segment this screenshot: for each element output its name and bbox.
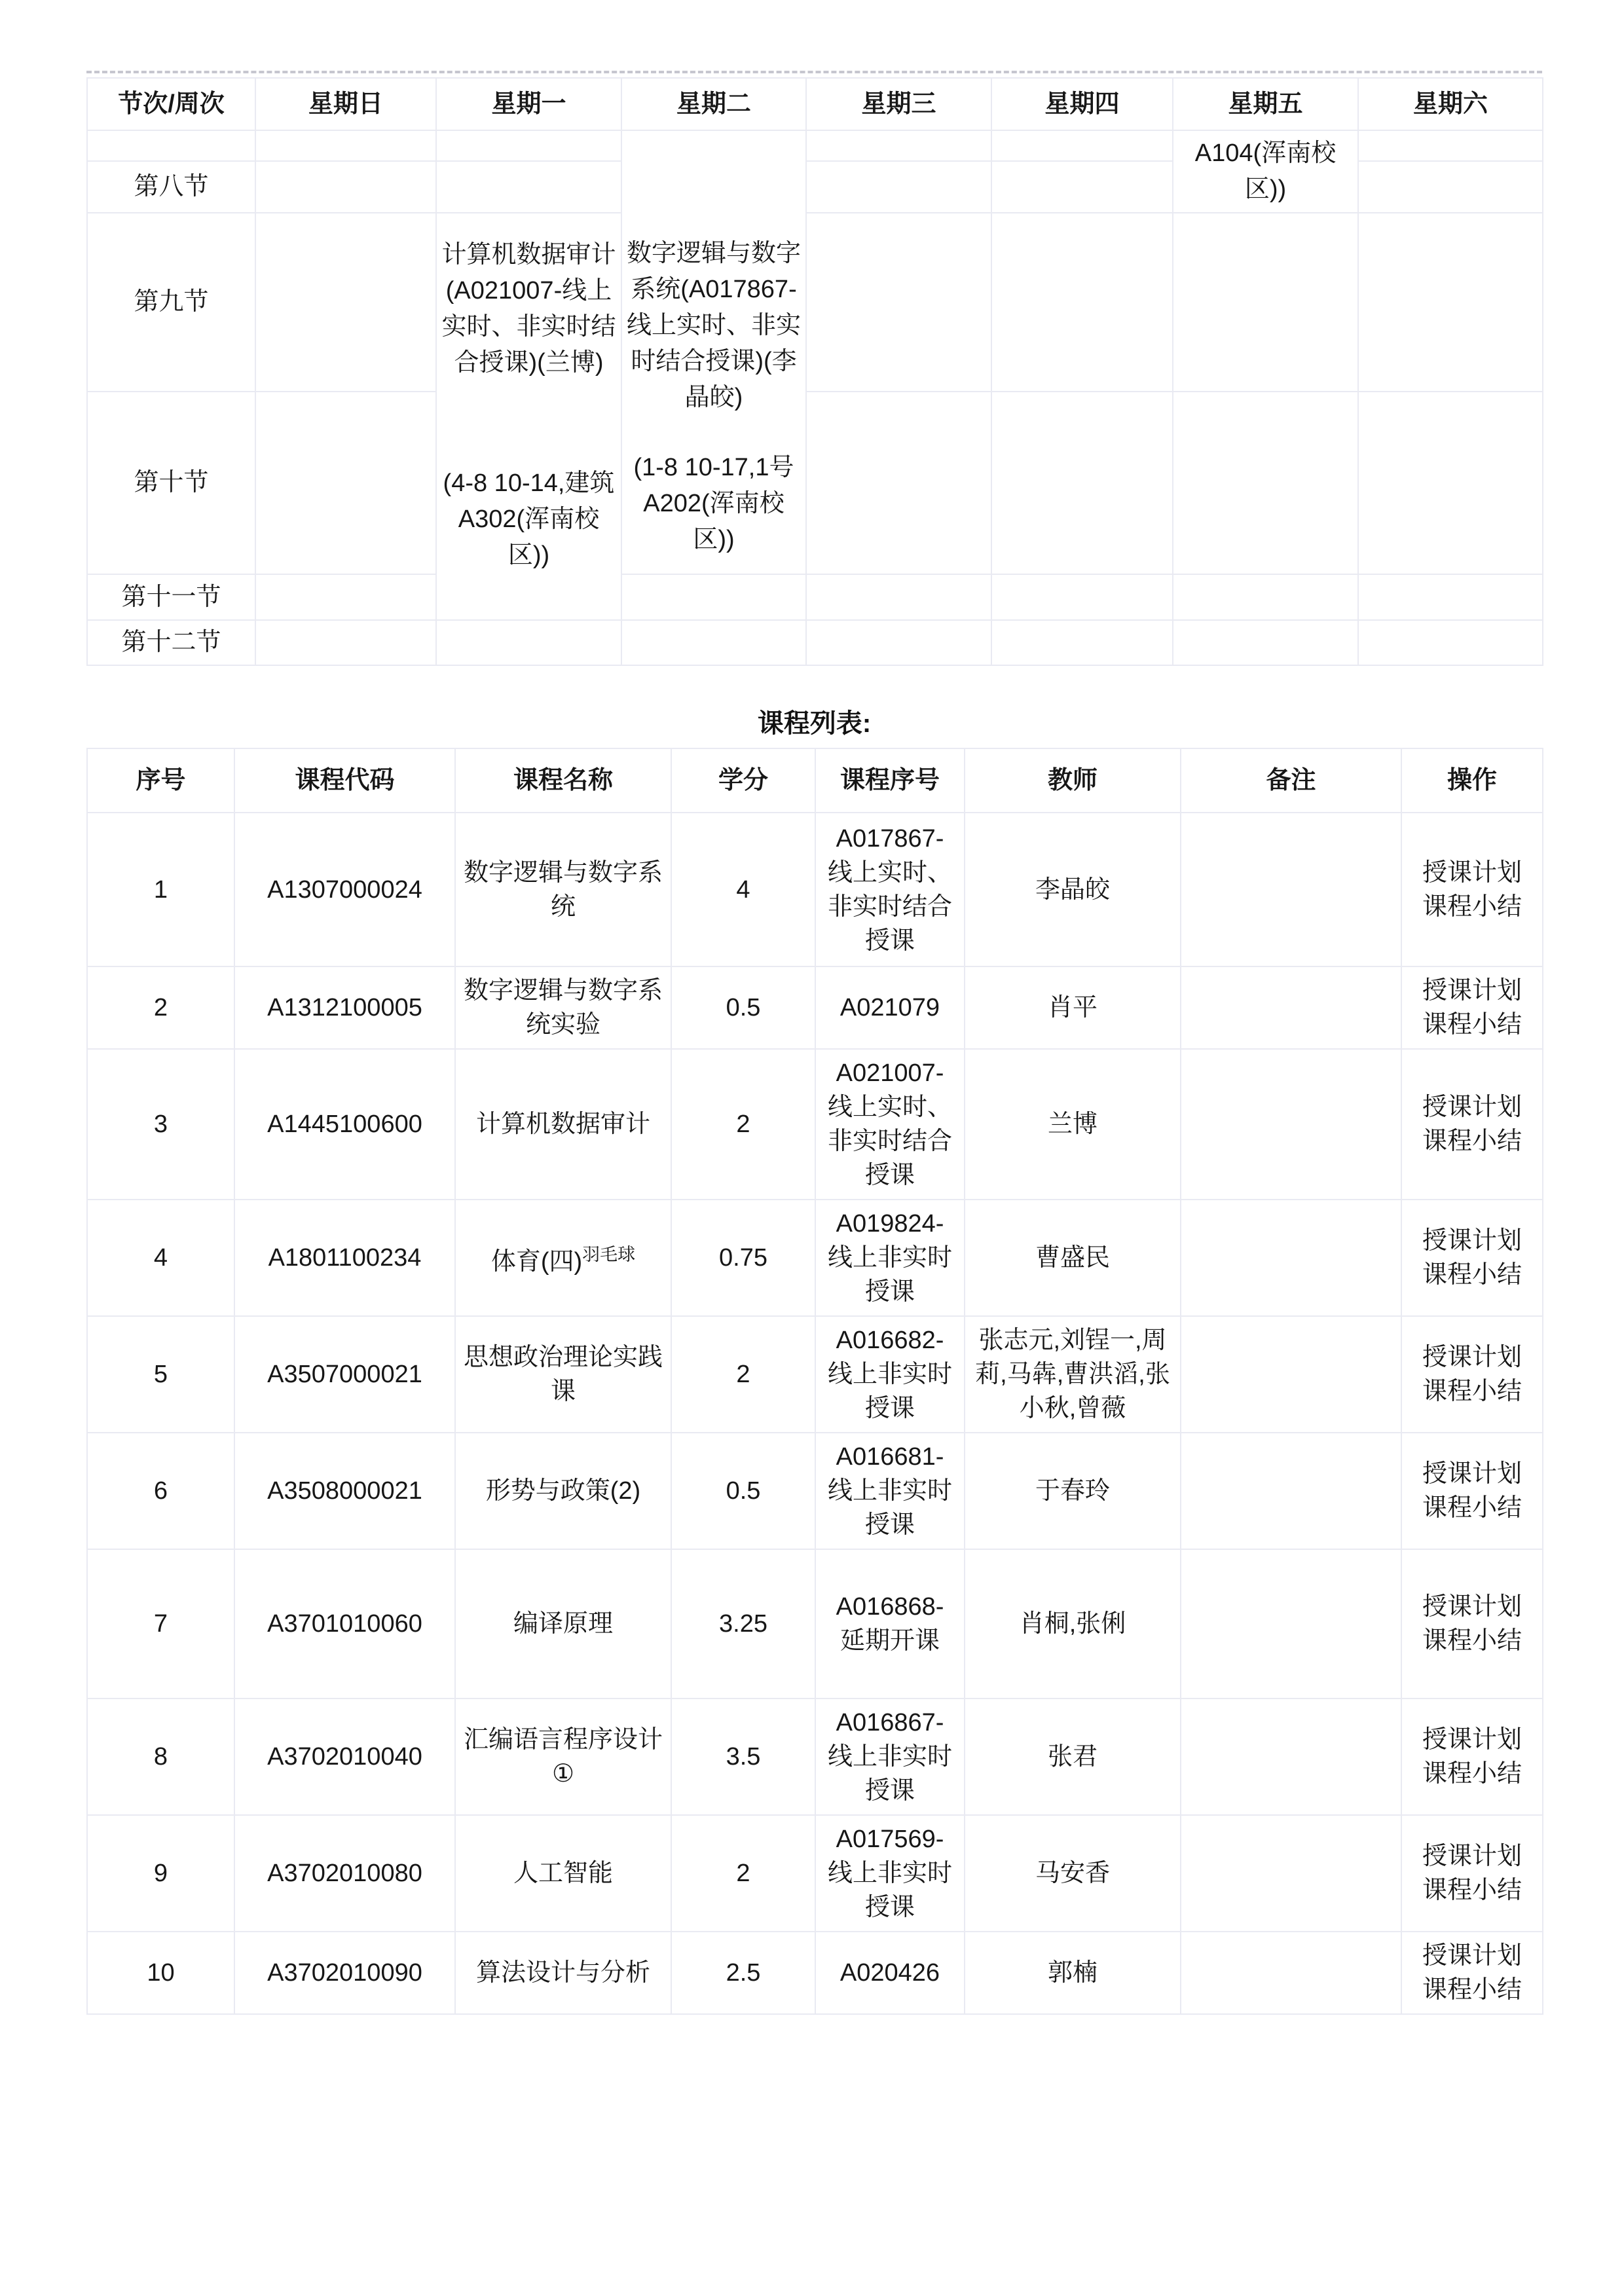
- empty-timetable-cell: [1358, 620, 1543, 665]
- empty-timetable-cell: [991, 161, 1173, 213]
- course-serial: A016681-线上非实时授课: [815, 1433, 965, 1549]
- period-label: 第九节: [87, 213, 255, 392]
- course-event-title: 数字逻辑与数字系统(A017867-线上实时、非实时结合授课)(李晶皎): [626, 240, 801, 412]
- course-note: [1181, 1932, 1401, 2014]
- course-code: A3702010080: [234, 1815, 455, 1932]
- course-list-header-cell: 教师: [965, 748, 1181, 813]
- empty-timetable-cell: [255, 392, 436, 574]
- course-credit: 2.5: [671, 1932, 815, 2014]
- course-note: [1181, 1698, 1401, 1815]
- course-list-header-row: [87, 748, 1543, 813]
- course-serial: A021079: [815, 966, 965, 1049]
- course-note: [1181, 1815, 1401, 1932]
- empty-timetable-cell: [991, 392, 1173, 574]
- course-event-box: [1177, 135, 1354, 208]
- course-row-number: 10: [87, 1932, 234, 2014]
- empty-timetable-cell: [1358, 392, 1543, 574]
- course-note: [1181, 1433, 1401, 1549]
- empty-timetable-cell: [806, 213, 991, 392]
- course-teacher: 马安香: [965, 1815, 1181, 1932]
- course-name: 人工智能: [455, 1815, 671, 1932]
- course-summary-link[interactable]: 课程小结: [1422, 1011, 1522, 1038]
- course-row: [87, 1932, 1543, 2014]
- course-event-box: [626, 138, 802, 567]
- empty-timetable-cell: [255, 620, 436, 665]
- course-code: A3507000021: [234, 1316, 455, 1433]
- course-list-header-cell: 课程代码: [234, 748, 455, 813]
- course-row-number: 2: [87, 966, 234, 1049]
- course-code: A3702010040: [234, 1698, 455, 1815]
- course-summary-link[interactable]: 课程小结: [1422, 1976, 1522, 2004]
- period-label: 第十节: [87, 392, 255, 574]
- course-name: 思想政治理论实践课: [455, 1316, 671, 1433]
- course-event-cell: [436, 213, 621, 620]
- course-row-number: 9: [87, 1815, 234, 1932]
- course-actions: [1401, 966, 1543, 1049]
- timetable-row: [87, 392, 1543, 574]
- course-name: 算法设计与分析: [455, 1932, 671, 2014]
- empty-timetable-cell: [806, 392, 991, 574]
- empty-timetable-cell: [1358, 161, 1543, 213]
- course-summary-link[interactable]: 课程小结: [1422, 1627, 1522, 1655]
- course-list-title: 课程列表:: [757, 709, 872, 738]
- teaching-plan-link[interactable]: 授课计划: [1422, 1942, 1522, 1970]
- course-name: 数字逻辑与数字系统实验: [455, 966, 671, 1049]
- timetable-day-header: 星期六: [1358, 78, 1543, 130]
- timetable-day-header: 星期三: [806, 78, 991, 130]
- course-teacher: 兰博: [965, 1049, 1181, 1200]
- empty-timetable-cell: [436, 161, 621, 213]
- timetable-head: [87, 78, 1543, 130]
- course-row: [87, 1433, 1543, 1549]
- course-credit: 2: [671, 1049, 815, 1200]
- teaching-plan-link[interactable]: 授课计划: [1422, 1460, 1522, 1488]
- timetable-body: [87, 130, 1543, 665]
- empty-timetable-cell: [621, 620, 806, 665]
- course-name: 汇编语言程序设计①: [455, 1698, 671, 1815]
- course-list-body: [87, 813, 1543, 2014]
- course-row-number: 5: [87, 1316, 234, 1433]
- empty-timetable-cell: [991, 574, 1173, 620]
- empty-timetable-cell: [255, 130, 436, 161]
- period-label: [87, 130, 255, 161]
- course-actions: [1401, 1433, 1543, 1549]
- course-row-number: 6: [87, 1433, 234, 1549]
- course-serial: A020426: [815, 1932, 965, 2014]
- empty-timetable-cell: [991, 213, 1173, 392]
- empty-timetable-cell: [806, 574, 991, 620]
- course-name-superscript: 羽毛球: [582, 1244, 636, 1264]
- course-teacher: 李晶皎: [965, 813, 1181, 966]
- course-row-number: 8: [87, 1698, 234, 1815]
- course-code: A3702010090: [234, 1932, 455, 2014]
- period-label: 第八节: [87, 161, 255, 213]
- course-serial: A016868-延期开课: [815, 1549, 965, 1698]
- empty-timetable-cell: [1173, 620, 1358, 665]
- course-note: [1181, 1549, 1401, 1698]
- course-code: A1445100600: [234, 1049, 455, 1200]
- course-row: [87, 1815, 1543, 1932]
- period-label: 第十一节: [87, 574, 255, 620]
- empty-timetable-cell: [991, 130, 1173, 161]
- course-name: 数字逻辑与数字系统: [455, 813, 671, 966]
- empty-timetable-cell: [1358, 574, 1543, 620]
- empty-timetable-cell: [255, 161, 436, 213]
- course-note: [1181, 966, 1401, 1049]
- course-credit: 0.5: [671, 1433, 815, 1549]
- course-summary-link[interactable]: 课程小结: [1422, 1494, 1522, 1522]
- empty-timetable-cell: [991, 620, 1173, 665]
- course-event-cell: [621, 130, 806, 574]
- course-actions: [1401, 1932, 1543, 2014]
- course-serial: A016682-线上非实时授课: [815, 1316, 965, 1433]
- timetable-row: [87, 213, 1543, 392]
- course-actions: [1401, 813, 1543, 966]
- course-serial: A016867-线上非实时授课: [815, 1698, 965, 1815]
- course-serial: A017569-线上非实时授课: [815, 1815, 965, 1932]
- course-row: [87, 1200, 1543, 1316]
- timetable-day-header: 星期一: [436, 78, 621, 130]
- teaching-plan-link[interactable]: 授课计划: [1422, 1593, 1522, 1621]
- course-code: A3508000021: [234, 1433, 455, 1549]
- timetable-row: [87, 130, 1543, 161]
- empty-timetable-cell: [806, 161, 991, 213]
- empty-timetable-cell: [1358, 213, 1543, 392]
- course-list-head: [87, 748, 1543, 813]
- timetable-day-header: 星期四: [991, 78, 1173, 130]
- course-note: [1181, 813, 1401, 966]
- teaching-plan-link[interactable]: 授课计划: [1422, 1843, 1522, 1870]
- course-row: [87, 1549, 1543, 1698]
- course-summary-link[interactable]: 课程小结: [1422, 1760, 1522, 1788]
- empty-timetable-cell: [1173, 392, 1358, 574]
- timetable-day-header: 星期五: [1173, 78, 1358, 130]
- timetable: [86, 77, 1543, 666]
- course-summary-link[interactable]: 课程小结: [1422, 1128, 1522, 1155]
- course-serial: A019824-线上非实时授课: [815, 1200, 965, 1316]
- course-row: [87, 966, 1543, 1049]
- course-actions: [1401, 1049, 1543, 1200]
- timetable-corner-header: 节次/周次: [87, 78, 255, 130]
- course-list-header-cell: 学分: [671, 748, 815, 813]
- teaching-plan-link[interactable]: 授课计划: [1422, 977, 1522, 1004]
- empty-timetable-cell: [255, 574, 436, 620]
- course-credit: 2: [671, 1316, 815, 1433]
- timetable-day-header: 星期日: [255, 78, 436, 130]
- course-credit: 3.5: [671, 1698, 815, 1815]
- page-content: [86, 71, 1542, 2015]
- course-row: [87, 1316, 1543, 1433]
- empty-timetable-cell: [1173, 213, 1358, 392]
- course-name: 编译原理: [455, 1549, 671, 1698]
- course-credit: 3.25: [671, 1549, 815, 1698]
- course-row: [87, 1698, 1543, 1815]
- course-code: A1307000024: [234, 813, 455, 966]
- course-teacher: 郭楠: [965, 1932, 1181, 2014]
- course-name: 体育(四)$^{羽毛球}$: [455, 1200, 671, 1316]
- course-teacher: 于春玲: [965, 1433, 1181, 1549]
- course-event-box: [441, 217, 617, 615]
- course-event-location: (1-8 10-17,1号A202(浑南校区)): [633, 454, 794, 554]
- teaching-plan-link[interactable]: 授课计划: [1422, 1093, 1522, 1121]
- course-teacher: 曹盛民: [965, 1200, 1181, 1316]
- course-credit: 4: [671, 813, 815, 966]
- course-actions: [1401, 1815, 1543, 1932]
- teaching-plan-link[interactable]: 授课计划: [1422, 1227, 1522, 1255]
- empty-timetable-cell: [436, 620, 621, 665]
- course-summary-link[interactable]: 课程小结: [1422, 1378, 1522, 1405]
- course-teacher: 张志元,刘锃一,周莉,马犇,曹洪滔,张小秋,曾薇: [965, 1316, 1181, 1433]
- course-actions: [1401, 1698, 1543, 1815]
- course-actions: [1401, 1549, 1543, 1698]
- course-row: [87, 813, 1543, 966]
- course-note: [1181, 1200, 1401, 1316]
- timetable-header-row: [87, 78, 1543, 130]
- course-event-cell: [1173, 130, 1358, 213]
- course-teacher: 张君: [965, 1698, 1181, 1815]
- course-teacher: 肖平: [965, 966, 1181, 1049]
- course-credit: 2: [671, 1815, 815, 1932]
- course-list-header-cell: 操作: [1401, 748, 1543, 813]
- empty-timetable-cell: [806, 130, 991, 161]
- course-serial: A017867-线上实时、非实时结合授课: [815, 813, 965, 966]
- course-row: [87, 1049, 1543, 1200]
- teaching-plan-link[interactable]: 授课计划: [1422, 1726, 1522, 1753]
- course-row-number: 4: [87, 1200, 234, 1316]
- course-credit: 0.5: [671, 966, 815, 1049]
- teaching-plan-link[interactable]: 授课计划: [1422, 858, 1522, 887]
- course-summary-link[interactable]: 课程小结: [1422, 1877, 1522, 1904]
- course-note: [1181, 1316, 1401, 1433]
- course-code: A3701010060: [234, 1549, 455, 1698]
- teaching-plan-link[interactable]: 授课计划: [1422, 1344, 1522, 1371]
- timetable-row: [87, 620, 1543, 665]
- course-name: 形势与政策(2): [455, 1433, 671, 1549]
- course-name: 计算机数据审计: [455, 1049, 671, 1200]
- course-event-title: 计算机数据审计(A021007-线上实时、非实时结合授课)(兰博): [441, 241, 616, 376]
- timetable-day-header: 星期二: [621, 78, 806, 130]
- course-teacher: 肖桐,张俐: [965, 1549, 1181, 1698]
- course-actions: [1401, 1316, 1543, 1433]
- timetable-row: [87, 574, 1543, 620]
- period-label: 第十二节: [87, 620, 255, 665]
- course-event-location: (4-8 10-14,建筑A302(浑南校区)): [443, 469, 615, 569]
- course-code: A1312100005: [234, 966, 455, 1049]
- course-serial: A021007-线上实时、非实时结合授课: [815, 1049, 965, 1200]
- empty-timetable-cell: [621, 574, 806, 620]
- course-list-header-cell: 备注: [1181, 748, 1401, 813]
- course-list-header-cell: 课程序号: [815, 748, 965, 813]
- page-break-dashed-line: [86, 71, 1542, 73]
- course-code: A1801100234: [234, 1200, 455, 1316]
- course-note: [1181, 1049, 1401, 1200]
- course-event-title: A104(浑南校区)): [1194, 139, 1337, 203]
- empty-timetable-cell: [1173, 574, 1358, 620]
- course-actions: [1401, 1200, 1543, 1316]
- empty-timetable-cell: [255, 213, 436, 392]
- course-list-header-cell: 课程名称: [455, 748, 671, 813]
- course-row-number: 3: [87, 1049, 234, 1200]
- empty-timetable-cell: [1358, 130, 1543, 161]
- empty-timetable-cell: [436, 130, 621, 161]
- course-row-number: 1: [87, 813, 234, 966]
- course-list-header-cell: 序号: [87, 748, 234, 813]
- empty-timetable-cell: [806, 620, 991, 665]
- course-list-table: [86, 748, 1543, 2015]
- course-row-number: 7: [87, 1549, 234, 1698]
- course-summary-link[interactable]: 课程小结: [1422, 1261, 1522, 1289]
- course-summary-link[interactable]: 课程小结: [1422, 892, 1522, 921]
- course-credit: 0.75: [671, 1200, 815, 1316]
